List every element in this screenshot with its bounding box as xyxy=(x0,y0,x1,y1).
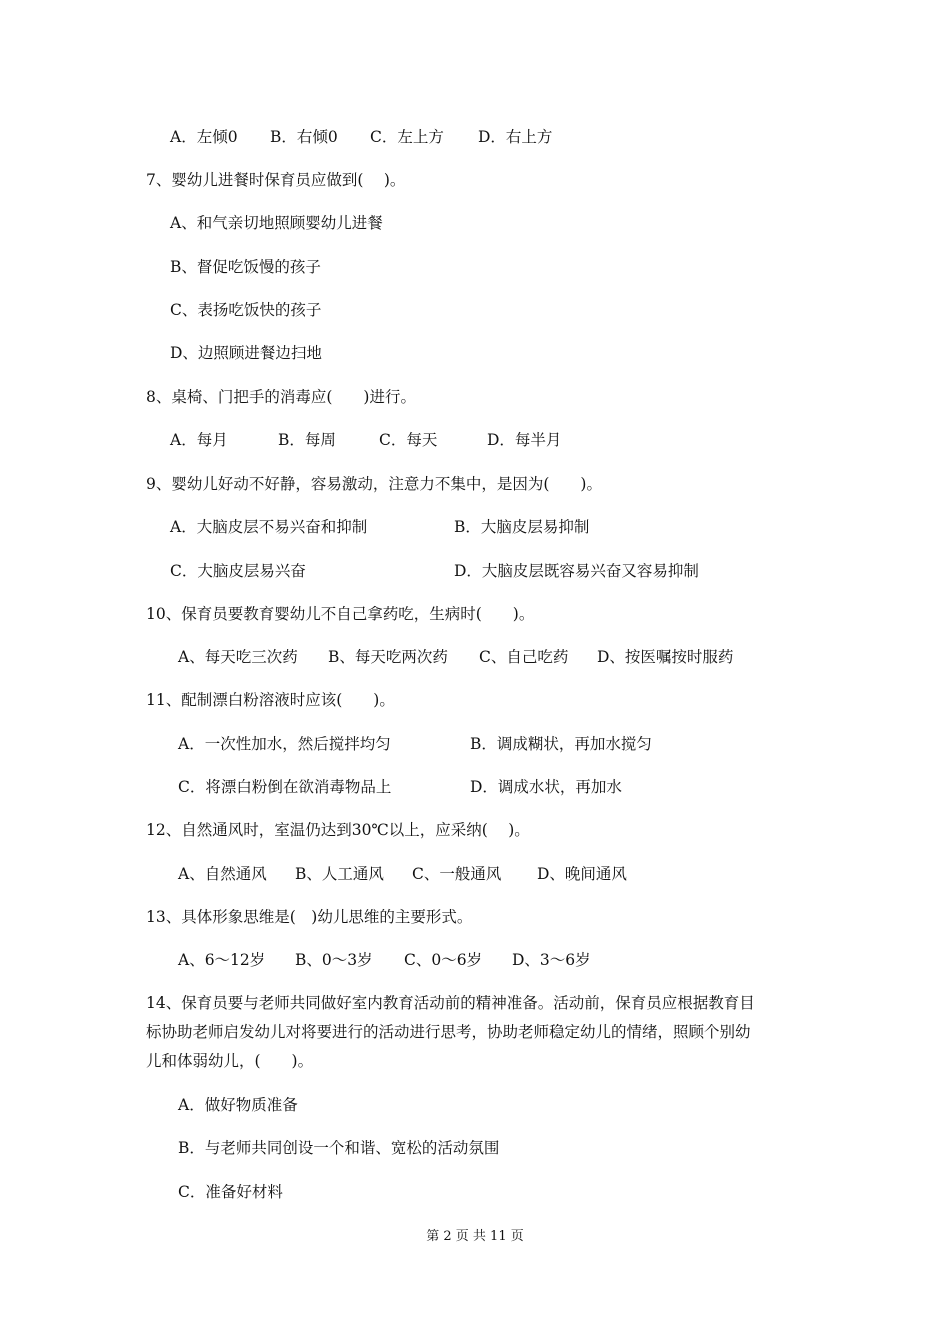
option-d: D、3～6岁 xyxy=(512,951,591,969)
option-a: A．左倾0 xyxy=(170,128,238,146)
option-a: A．一次性加水，然后搅拌均匀 xyxy=(178,735,391,753)
option-b: B、每天吃两次药 xyxy=(328,648,448,666)
question-stem: 13、具体形象思维是( )幼儿思维的主要形式。 xyxy=(146,908,473,926)
option-a: A、自然通风 xyxy=(178,865,267,883)
question-stem-line-2: 标协助老师启发幼儿对将要进行的活动进行思考，协助老师稳定幼儿的情绪，照顾个别幼 xyxy=(146,1023,751,1041)
option-c: C．左上方 xyxy=(370,128,444,146)
option-b: B．右倾0 xyxy=(270,128,338,146)
option-b: B、0～3岁 xyxy=(295,951,373,969)
option-b: B、督促吃饭慢的孩子 xyxy=(170,258,321,276)
option-b: B．调成糊状，再加水搅匀 xyxy=(470,735,652,753)
option-a: A．大脑皮层不易兴奋和抑制 xyxy=(170,518,368,536)
page-footer: 第 2 页 共 11 页 xyxy=(426,1229,524,1244)
option-c: C、自己吃药 xyxy=(479,648,569,666)
option-d: D．每半月 xyxy=(487,431,562,449)
question-stem: 12、自然通风时，室温仍达到30℃以上，应采纳( )。 xyxy=(146,821,530,839)
question-stem: 9、婴幼儿好动不好静，容易激动，注意力不集中，是因为( )。 xyxy=(146,475,602,493)
option-a: A．每月 xyxy=(170,431,228,449)
option-a: A、每天吃三次药 xyxy=(178,648,298,666)
option-b: B、人工通风 xyxy=(295,865,384,883)
option-b: B．每周 xyxy=(278,431,336,449)
option-c: C．将漂白粉倒在欲消毒物品上 xyxy=(178,778,392,796)
option-c: C．准备好材料 xyxy=(178,1183,283,1201)
option-d: D、晚间通风 xyxy=(537,865,627,883)
option-a: A、和气亲切地照顾婴幼儿进餐 xyxy=(170,214,383,232)
question-stem: 8、桌椅、门把手的消毒应( )进行。 xyxy=(146,388,416,406)
question-stem-line-1: 14、保育员要与老师共同做好室内教育活动前的精神准备。活动前，保育员应根据教育目 xyxy=(146,994,755,1012)
option-c: C、0～6岁 xyxy=(404,951,483,969)
option-c: C、表扬吃饭快的孩子 xyxy=(170,301,322,319)
option-d: D．调成水状，再加水 xyxy=(470,778,622,796)
option-c: C．每天 xyxy=(379,431,438,449)
option-b: B．与老师共同创设一个和谐、宽松的活动氛围 xyxy=(178,1139,500,1157)
option-d: D．右上方 xyxy=(478,128,553,146)
option-d: D．大脑皮层既容易兴奋又容易抑制 xyxy=(454,562,699,580)
option-d: D、按医嘱按时服药 xyxy=(597,648,734,666)
option-a: A、6～12岁 xyxy=(178,951,266,969)
option-c: C．大脑皮层易兴奋 xyxy=(170,562,306,580)
question-stem: 11、配制漂白粉溶液时应该( )。 xyxy=(146,691,395,709)
question-stem: 7、婴幼儿进餐时保育员应做到( )。 xyxy=(146,171,406,189)
option-c: C、一般通风 xyxy=(412,865,502,883)
question-stem-line-3: 儿和体弱幼儿，( )。 xyxy=(146,1052,314,1070)
option-a: A．做好物质准备 xyxy=(178,1096,298,1114)
option-b: B．大脑皮层易抑制 xyxy=(454,518,590,536)
question-stem: 10、保育员要教育婴幼儿不自己拿药吃，生病时( )。 xyxy=(146,605,535,623)
option-d: D、边照顾进餐边扫地 xyxy=(170,344,322,362)
